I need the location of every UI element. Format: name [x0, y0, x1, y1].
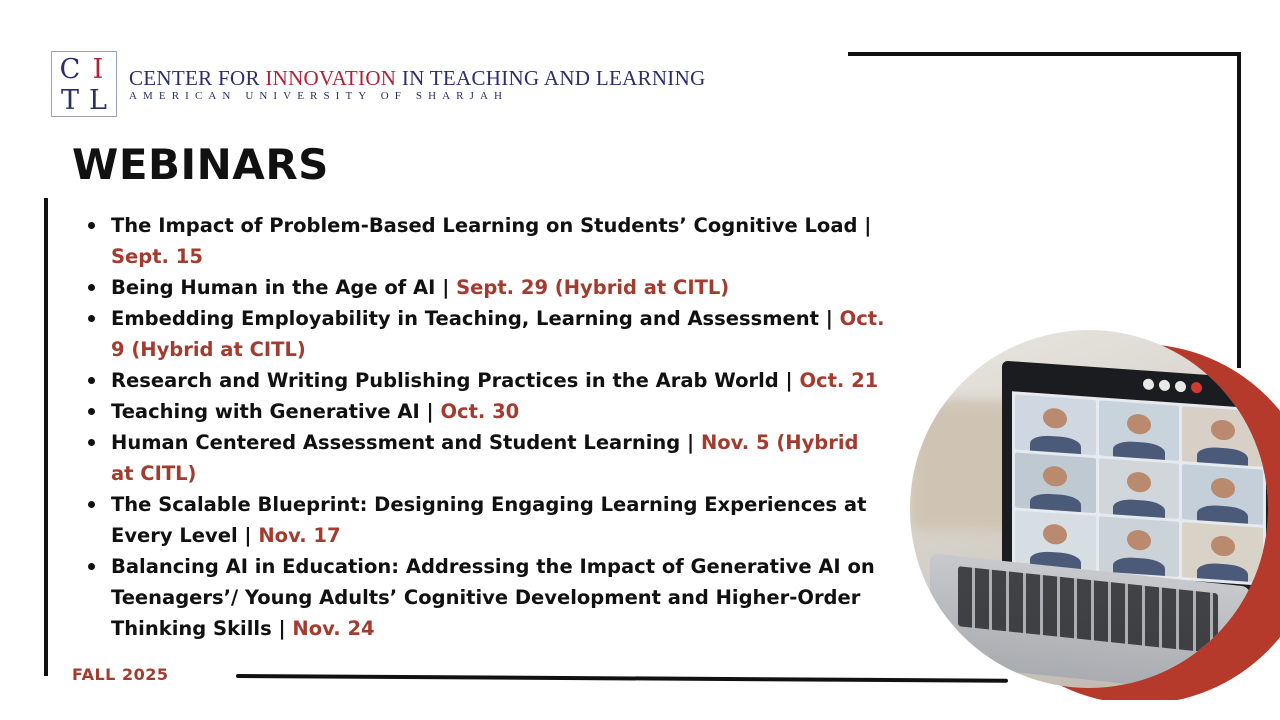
logo-letter-c: C: [59, 54, 81, 85]
call-control-icon: [1175, 381, 1186, 393]
logo-university-name: AMERICAN UNIVERSITY OF SHARJAH: [129, 90, 509, 102]
webinar-item: [86, 365, 886, 396]
webinar-date: Sept. 15: [111, 245, 203, 268]
participant-tile: [1015, 510, 1096, 571]
participant-tile: [1099, 458, 1180, 519]
webinar-date: Nov. 5 (Hybrid at CITL): [111, 431, 859, 485]
logo-letter-i: I: [92, 54, 104, 85]
logo-letter-l: L: [89, 85, 107, 116]
season-label: FALL 2025: [72, 665, 169, 684]
decorative-line-bottom: [236, 674, 1008, 683]
webinar-item: [86, 210, 886, 272]
webinar-list: [86, 210, 886, 644]
citl-logo: [51, 51, 706, 117]
webinar-date: Nov. 24: [292, 617, 375, 640]
video-call-photo: [908, 330, 1280, 700]
webinar-title: The Scalable Blueprint: Designing Engaging Learning Experiences at Every Level |: [111, 493, 867, 547]
call-control-icon: [1143, 378, 1154, 390]
webinar-item: [86, 303, 886, 365]
webinar-title: Teaching with Generative AI |: [111, 400, 434, 423]
webinar-date: Nov. 17: [258, 524, 341, 547]
logo-letter-t: T: [60, 85, 79, 116]
webinar-title: Human Centered Assessment and Student Learning |: [111, 431, 695, 454]
logo-wordmark: [129, 66, 706, 102]
logo-name-part-1: CENTER FOR: [129, 66, 266, 90]
webinar-date: Oct. 30: [440, 400, 520, 423]
participant-tile: [1182, 406, 1263, 467]
logo-center-name: [129, 66, 706, 91]
end-call-icon: [1191, 382, 1202, 394]
call-control-icon: [1159, 380, 1170, 392]
webinar-title: Being Human in the Age of AI |: [111, 276, 450, 299]
webinar-title: The Impact of Problem-Based Learning on Students’ Cognitive Load |: [111, 214, 872, 237]
webinar-item: [86, 427, 886, 489]
webinar-date: Sept. 29 (Hybrid at CITL): [456, 276, 730, 299]
laptop-screen: [1002, 361, 1268, 595]
logo-name-part-3: IN TEACHING AND LEARNING: [396, 66, 706, 90]
webinar-title: Balancing AI in Education: Addressing the Impact of Generative AI on Teenagers’/ Young Adults’ Cognitive Development and Higher-Order Thinking Skills |: [111, 555, 875, 640]
participant-tile: [1099, 400, 1180, 461]
participant-tile: [1182, 522, 1263, 583]
webinar-date: Oct. 9 (Hybrid at CITL): [111, 307, 885, 361]
decorative-line-top: [848, 52, 1241, 56]
logo-monogram: [51, 51, 117, 117]
participant-tile: [1099, 516, 1180, 577]
webinar-item: [86, 396, 886, 427]
participant-tile: [1182, 464, 1263, 525]
webinar-item: [86, 272, 886, 303]
call-controls: [1143, 378, 1202, 393]
webinar-title: Research and Writing Publishing Practices in the Arab World |: [111, 369, 793, 392]
participant-tile: [1015, 452, 1096, 513]
logo-name-part-2: INNOVATION: [265, 66, 397, 90]
keyboard-keys: [958, 566, 1218, 653]
webinar-date: Oct. 21: [799, 369, 879, 392]
participant-grid: [1012, 391, 1266, 586]
webinar-item: [86, 489, 886, 551]
laptop-photo: [910, 330, 1268, 688]
decorative-line-left: [44, 198, 48, 676]
webinar-item: [86, 551, 886, 644]
page-title: WEBINARS: [72, 140, 329, 189]
webinar-title: Embedding Employability in Teaching, Learning and Assessment |: [111, 307, 833, 330]
decorative-line-right: [1237, 52, 1241, 368]
participant-tile: [1015, 394, 1096, 455]
